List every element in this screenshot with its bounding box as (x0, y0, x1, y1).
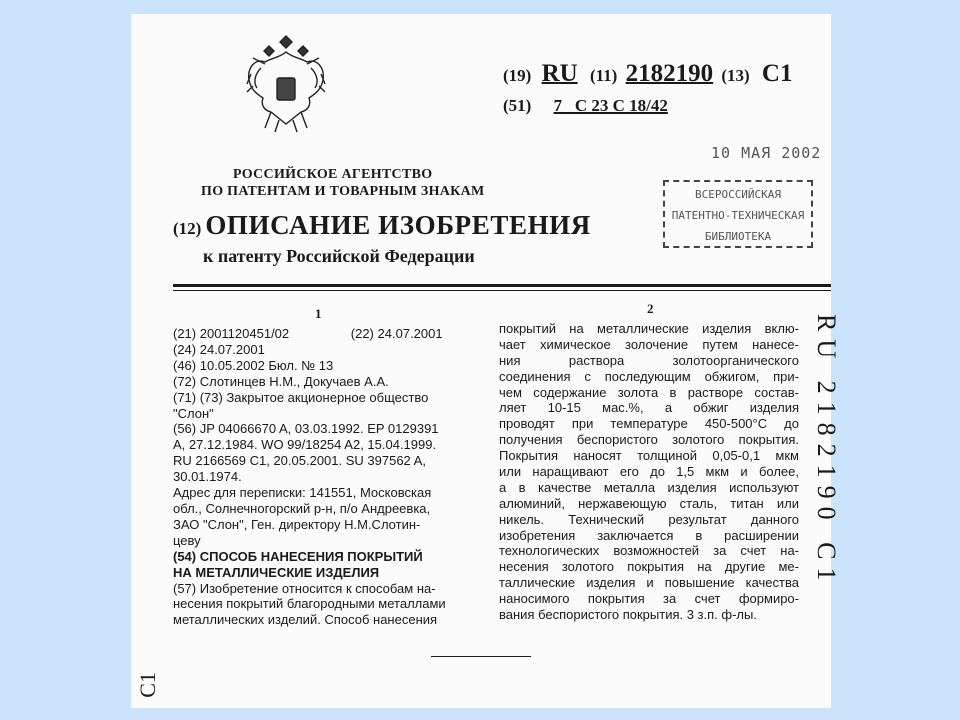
abstract-line-3: металлических изделий. Способ нанесения (173, 612, 438, 628)
filing-date: (22) 24.07.2001 (350, 326, 443, 341)
abstract-text-line: проводят при температуре 450-500°C до (499, 416, 799, 432)
stamp-line-3: БИБЛИОТЕКА (704, 230, 772, 243)
country-code: RU (541, 60, 578, 87)
abstract-text-line: ния раствора золотоорганического (499, 352, 799, 368)
abstract-text-line: соединения с последующим обжигом, при- (499, 368, 799, 384)
abstract-text-line: чем содержание золота в растворе состав- (499, 384, 799, 400)
abstract-column (499, 321, 799, 623)
ipc-classification: 7 C 23 C 18/42 (553, 96, 668, 115)
agency-name (201, 166, 485, 200)
header-line-1 (503, 60, 792, 88)
application-number: (21) 2001120451/02 (173, 326, 290, 341)
document-subtitle: к патенту Российской Федерации (203, 246, 475, 266)
inid-51: (51) (503, 96, 532, 115)
publication-info: (46) 10.05.2002 Бюл. № 13 (173, 357, 334, 373)
inid-11: (11) (589, 66, 618, 85)
inventors: (72) Слотинцев Н.М., Докучаев А.А. (173, 373, 389, 389)
abstract-text-line: получения беспористого золотого покрытия. (499, 432, 799, 448)
application-row (173, 326, 473, 342)
owner-line-2: "Слон" (173, 405, 214, 421)
inid-19: (19) (503, 66, 532, 85)
address-line-1: Адрес для переписки: 141551, Московская (173, 485, 432, 501)
kind-code: C1 (761, 60, 793, 87)
abstract-text-line: технологических возможностей за счет на- (499, 543, 799, 559)
divider-thin (173, 290, 831, 291)
inid-13: (13) (721, 66, 750, 85)
abstract-text-line: чает химическое золочение путем нанесе- (499, 336, 799, 352)
document-title (173, 210, 591, 241)
library-stamp (663, 180, 813, 248)
abstract-line-1: (57) Изобретение относится к способам на- (173, 580, 436, 596)
address-line-3: ЗАО "Слон", Ген. директору Н.М.Слотин- (173, 516, 421, 532)
inid-12: (12) (173, 219, 202, 238)
abstract-text-line: несения золотого покрытия на другие ме- (499, 559, 799, 575)
side-patent-number: RU 2182190 C1 (812, 314, 841, 589)
column-number-2: 2 (647, 301, 654, 316)
agency-line-2: ПО ПАТЕНТАМ И ТОВАРНЫМ ЗНАКАМ (201, 184, 485, 199)
date-stamp: 10 МАЯ 2002 (711, 144, 822, 162)
abstract-text-line: таллические изделия и повышение качества (499, 575, 799, 591)
abstract-text-line: алюминий, нержавеющую сталь, титан или (499, 495, 799, 511)
address-line-2: обл., Солнечногорский р-н, п/о Андреевка, (173, 500, 431, 516)
abstract-text-line: ляет 10-15 мас.%, а обжиг изделия (499, 400, 799, 416)
abstract-text-line: покрытий на металлические изделия вклю- (499, 321, 799, 336)
bibliographic-column (173, 326, 473, 628)
abstract-text-line: наносимого покрытия за счет формиро- (499, 591, 799, 607)
abstract-text-line: или наращивают его до 1,5 мкм и более, (499, 464, 799, 480)
side-kind-code: C1 (135, 672, 160, 698)
invention-title-line-2: НА МЕТАЛЛИЧЕСКИЕ ИЗДЕЛИЯ (173, 564, 380, 580)
column-number-1: 1 (315, 306, 322, 321)
references-line-4: 30.01.1974. (173, 469, 242, 485)
references-line-3: RU 2166569 C1, 20.05.2001. SU 397562 A, (173, 453, 426, 469)
header-line-2 (503, 96, 668, 116)
references-line-2: A, 27.12.1984. WO 99/18254 A2, 15.04.1999. (173, 437, 437, 453)
abstract-text-line: а в качестве металла изделия используют (499, 479, 799, 495)
abstract-text-line: никель. Технический результат данного (499, 511, 799, 527)
stamp-line-2: ПАТЕНТНО-ТЕХНИЧЕСКАЯ (671, 209, 805, 222)
address-line-4: цеву (173, 532, 201, 548)
patent-page (131, 14, 841, 708)
divider-thick (173, 284, 831, 287)
abstract-text-line: изобретения заключается в расширении (499, 527, 799, 543)
abstract-line-2: несения покрытий благородными металлами (173, 596, 446, 612)
owner-line-1: (71) (73) Закрытое акционерное общество (173, 389, 429, 405)
invention-title-line-1: (54) СПОСОБ НАНЕСЕНИЯ ПОКРЫТИЙ (173, 548, 423, 564)
coat-of-arms-icon (241, 28, 331, 138)
agency-line-1: РОССИЙСКОЕ АГЕНТСТВО (233, 167, 433, 182)
patent-number: 2182190 (625, 60, 714, 87)
abstract-text-line: вания беспористого покрытия. 3 з.п. ф-лы. (499, 607, 757, 623)
footer-divider (431, 656, 531, 657)
stamp-line-1: ВСЕРОССИЙСКАЯ (694, 188, 782, 201)
abstract-text-line: Покрытия наносят толщиной 0,05-0,1 мкм (499, 448, 799, 464)
effective-date: (24) 24.07.2001 (173, 341, 265, 357)
title-text: ОПИСАНИЕ ИЗОБРЕТЕНИЯ (205, 210, 591, 240)
references-line-1: (56) JP 04066670 A, 03.03.1992. EP 0129391 (173, 421, 439, 437)
